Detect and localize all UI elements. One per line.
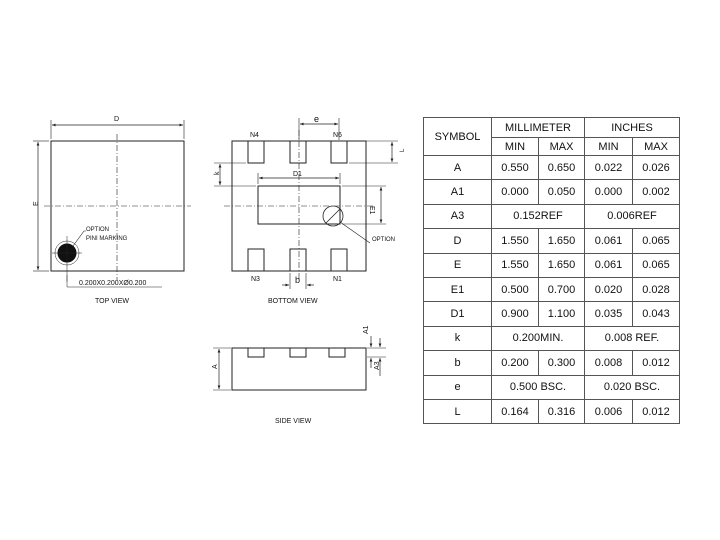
mm-min-cell: 0.550 (492, 156, 539, 180)
mm-min-cell: 0.164 (492, 399, 539, 423)
symbol-cell: E (424, 253, 492, 277)
option-label: OPTION (86, 227, 110, 233)
pin-label-n6: N6 (333, 132, 342, 139)
in-max-cell: 0.065 (633, 229, 680, 253)
mm-min-cell: 0.900 (492, 302, 539, 326)
symbol-cell: k (424, 326, 492, 350)
dim-A3-label: A3 (374, 361, 381, 370)
pad-n6 (331, 141, 347, 163)
side-view-caption: SIDE VIEW (275, 418, 312, 425)
mm-value-cell: 0.152REF (492, 204, 585, 228)
in-min-cell: 0.061 (585, 229, 633, 253)
header-millimeter: MILLIMETER (492, 118, 585, 138)
symbol-cell: D (424, 229, 492, 253)
dim-D-label: D (114, 116, 120, 123)
pin-label-n3: N3 (251, 276, 260, 283)
mm-max-cell: 1.650 (539, 253, 585, 277)
mm-min-cell: 0.200 (492, 351, 539, 375)
dim-b-label: b (295, 275, 301, 285)
in-min-cell: 0.022 (585, 156, 633, 180)
symbol-cell: A1 (424, 180, 492, 204)
top-view-caption: TOP VIEW (95, 298, 129, 305)
mm-max-cell: 0.300 (539, 351, 585, 375)
pad-n3 (248, 249, 264, 271)
in-max-cell: 0.043 (633, 302, 680, 326)
dim-D1-label: D1 (293, 171, 302, 178)
table-row (424, 253, 680, 277)
header-in-max: MAX (633, 138, 680, 156)
header-in-min: MIN (585, 138, 633, 156)
mm-max-cell: 1.100 (539, 302, 585, 326)
side-lead-2 (290, 348, 306, 357)
symbol-cell: L (424, 399, 492, 423)
dim-L-label: L (400, 148, 406, 152)
table-row (424, 204, 680, 228)
in-min-cell: 0.008 (585, 351, 633, 375)
table-row (424, 399, 680, 423)
header-mm-min: MIN (492, 138, 539, 156)
dim-E-label: E (33, 201, 40, 206)
table-row (424, 302, 680, 326)
header-symbol: SYMBOL (424, 118, 492, 156)
top-view (33, 120, 191, 287)
symbol-cell: D1 (424, 302, 492, 326)
in-value-cell: 0.008 REF. (585, 326, 680, 350)
bottom-view (214, 118, 398, 289)
in-max-cell: 0.065 (633, 253, 680, 277)
symbol-cell: A (424, 156, 492, 180)
bottom-view-caption: BOTTOM VIEW (268, 298, 318, 305)
in-max-cell: 0.012 (633, 351, 680, 375)
symbol-cell: A3 (424, 204, 492, 228)
side-lead-1 (248, 348, 264, 357)
dimension-table (423, 117, 680, 424)
pad-n4 (248, 141, 264, 163)
mm-max-cell: 0.700 (539, 277, 585, 301)
table-row (424, 229, 680, 253)
in-min-cell: 0.061 (585, 253, 633, 277)
side-view (213, 336, 386, 390)
header-inches: INCHES (585, 118, 680, 138)
bottom-option-label: OPTION (372, 237, 396, 243)
in-value-cell: 0.020 BSC. (585, 375, 680, 399)
pad-n1 (331, 249, 347, 271)
pin-marking-label: PINI MARKING (86, 236, 128, 242)
mm-min-cell: 1.550 (492, 253, 539, 277)
in-value-cell: 0.006REF (585, 204, 680, 228)
dim-A-label: A (212, 364, 219, 369)
in-min-cell: 0.006 (585, 399, 633, 423)
dim-e-label: e (314, 114, 320, 124)
table-row (424, 180, 680, 204)
mm-min-cell: 0.500 (492, 277, 539, 301)
mm-min-cell: 0.000 (492, 180, 539, 204)
in-min-cell: 0.035 (585, 302, 633, 326)
pad-spec-label: 0.200X0.200XØ0.200 (79, 280, 147, 287)
dim-k-label: k (214, 171, 221, 175)
in-max-cell: 0.026 (633, 156, 680, 180)
table-row (424, 156, 680, 180)
table-row (424, 277, 680, 301)
in-max-cell: 0.012 (633, 399, 680, 423)
symbol-cell: b (424, 351, 492, 375)
pad-top-middle (290, 141, 306, 163)
header-mm-max: MAX (539, 138, 585, 156)
symbol-cell: e (424, 375, 492, 399)
in-max-cell: 0.002 (633, 180, 680, 204)
table-row (424, 375, 680, 399)
dim-A1-label: A1 (363, 325, 370, 334)
mm-min-cell: 1.550 (492, 229, 539, 253)
mm-value-cell: 0.500 BSC. (492, 375, 585, 399)
mm-value-cell: 0.200MIN. (492, 326, 585, 350)
dim-E1-label: E1 (368, 206, 375, 215)
mm-max-cell: 0.650 (539, 156, 585, 180)
in-max-cell: 0.028 (633, 277, 680, 301)
symbol-cell: E1 (424, 277, 492, 301)
in-min-cell: 0.020 (585, 277, 633, 301)
pin-label-n1: N1 (333, 276, 342, 283)
side-lead-3 (329, 348, 345, 357)
mm-max-cell: 0.050 (539, 180, 585, 204)
pad-bottom-middle (290, 249, 306, 271)
mm-max-cell: 1.650 (539, 229, 585, 253)
pin-label-n4: N4 (250, 132, 259, 139)
table-row (424, 326, 680, 350)
mm-max-cell: 0.316 (539, 399, 585, 423)
table-row (424, 351, 680, 375)
in-min-cell: 0.000 (585, 180, 633, 204)
